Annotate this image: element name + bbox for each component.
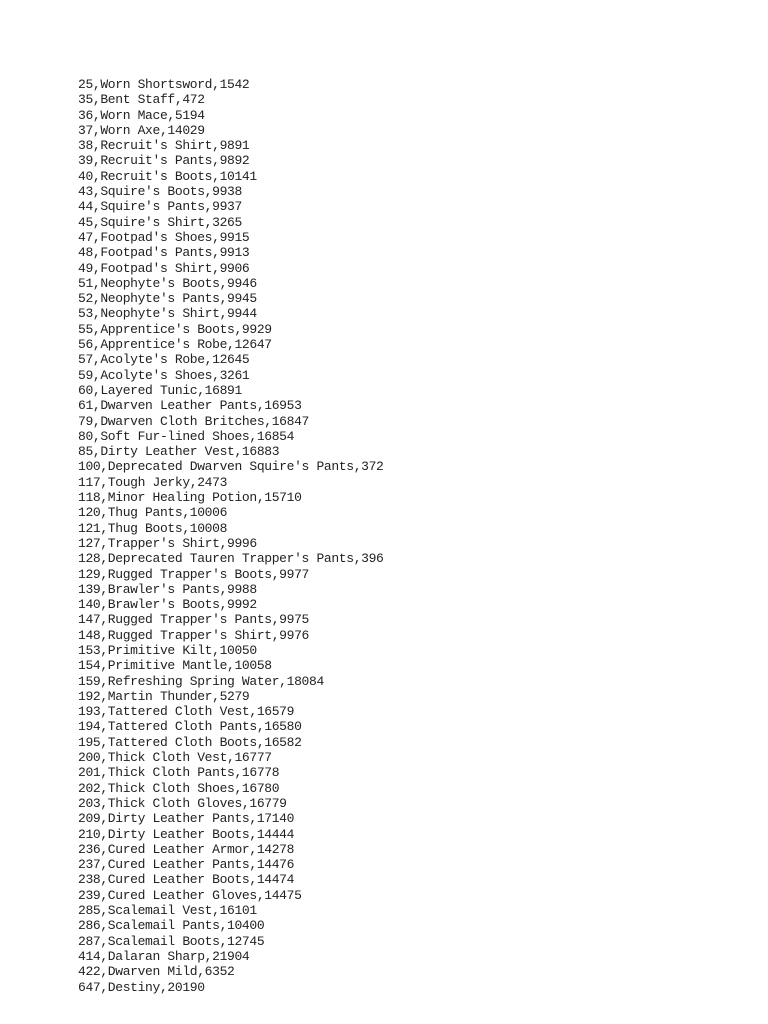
text-line: 117,Tough Jerky,2473	[78, 474, 228, 490]
text-line: 209,Dirty Leather Pants,17140	[78, 811, 295, 827]
text-line: 195,Tattered Cloth Boots,16582	[78, 734, 302, 750]
text-line: 25,Worn Shortsword,1542	[78, 77, 250, 92]
text-line: 61,Dwarven Leather Pants,16953	[78, 398, 302, 414]
text-line: 100,Deprecated Dwarven Squire's Pants,372	[78, 459, 384, 475]
text-line: 153,Primitive Kilt,10050	[78, 642, 257, 658]
text-line: 140,Brawler's Boots,9992	[78, 597, 257, 613]
text-line: 45,Squire's Shirt,3265	[78, 214, 242, 230]
text-line: 57,Acolyte's Robe,12645	[78, 352, 250, 368]
text-line: 159,Refreshing Spring Water,18084	[78, 673, 324, 689]
text-line: 286,Scalemail Pants,10400	[78, 918, 265, 934]
text-line: 37,Worn Axe,14029	[78, 122, 205, 138]
text-line: 193,Tattered Cloth Vest,16579	[78, 704, 295, 720]
text-line: 121,Thug Boots,10008	[78, 520, 228, 536]
text-line: 35,Bent Staff,472	[78, 92, 205, 108]
text-line: 237,Cured Leather Pants,14476	[78, 857, 295, 873]
text-line: 56,Apprentice's Robe,12647	[78, 337, 272, 353]
text-line: 129,Rugged Trapper's Boots,9977	[78, 566, 309, 582]
text-line: 38,Recruit's Shirt,9891	[78, 138, 250, 154]
text-line: 239,Cured Leather Gloves,14475	[78, 887, 302, 903]
text-line: 148,Rugged Trapper's Shirt,9976	[78, 627, 309, 643]
text-line: 40,Recruit's Boots,10141	[78, 168, 257, 184]
text-line: 647,Destiny,20190	[78, 979, 205, 995]
text-line: 194,Tattered Cloth Pants,16580	[78, 719, 302, 735]
text-line: 52,Neophyte's Pants,9945	[78, 291, 257, 307]
text-line: 202,Thick Cloth Shoes,16780	[78, 780, 280, 796]
text-line: 43,Squire's Boots,9938	[78, 184, 242, 200]
text-line: 210,Dirty Leather Boots,14444	[78, 826, 295, 842]
text-line: 60,Layered Tunic,16891	[78, 382, 242, 398]
text-line: 287,Scalemail Boots,12745	[78, 933, 265, 949]
text-line: 118,Minor Healing Potion,15710	[78, 490, 302, 506]
text-line: 238,Cured Leather Boots,14474	[78, 872, 295, 888]
document-page	[78, 77, 738, 995]
text-line: 36,Worn Mace,5194	[78, 107, 205, 123]
text-line: 51,Neophyte's Boots,9946	[78, 275, 257, 291]
text-line: 236,Cured Leather Armor,14278	[78, 841, 295, 857]
text-line: 39,Recruit's Pants,9892	[78, 153, 250, 169]
text-line: 414,Dalaran Sharp,21904	[78, 948, 250, 964]
text-line: 47,Footpad's Shoes,9915	[78, 229, 250, 245]
text-line: 44,Squire's Pants,9937	[78, 199, 242, 215]
text-line: 127,Trapper's Shirt,9996	[78, 535, 257, 551]
text-line: 154,Primitive Mantle,10058	[78, 658, 272, 674]
text-line: 120,Thug Pants,10006	[78, 505, 228, 521]
text-line: 147,Rugged Trapper's Pants,9975	[78, 612, 309, 628]
text-line: 201,Thick Cloth Pants,16778	[78, 765, 280, 781]
text-line: 85,Dirty Leather Vest,16883	[78, 444, 280, 460]
text-line: 49,Footpad's Shirt,9906	[78, 260, 250, 276]
text-line: 203,Thick Cloth Gloves,16779	[78, 795, 287, 811]
text-line: 128,Deprecated Tauren Trapper's Pants,396	[78, 551, 384, 567]
text-line: 48,Footpad's Pants,9913	[78, 245, 250, 261]
text-line: 55,Apprentice's Boots,9929	[78, 321, 272, 337]
text-line: 192,Martin Thunder,5279	[78, 688, 250, 704]
text-line: 285,Scalemail Vest,16101	[78, 903, 257, 919]
text-line: 80,Soft Fur-lined Shoes,16854	[78, 428, 295, 444]
text-line: 59,Acolyte's Shoes,3261	[78, 367, 250, 383]
text-line: 422,Dwarven Mild,6352	[78, 964, 235, 980]
text-line: 139,Brawler's Pants,9988	[78, 581, 257, 597]
text-line: 200,Thick Cloth Vest,16777	[78, 750, 272, 766]
text-line: 53,Neophyte's Shirt,9944	[78, 306, 257, 322]
text-line: 79,Dwarven Cloth Britches,16847	[78, 413, 309, 429]
